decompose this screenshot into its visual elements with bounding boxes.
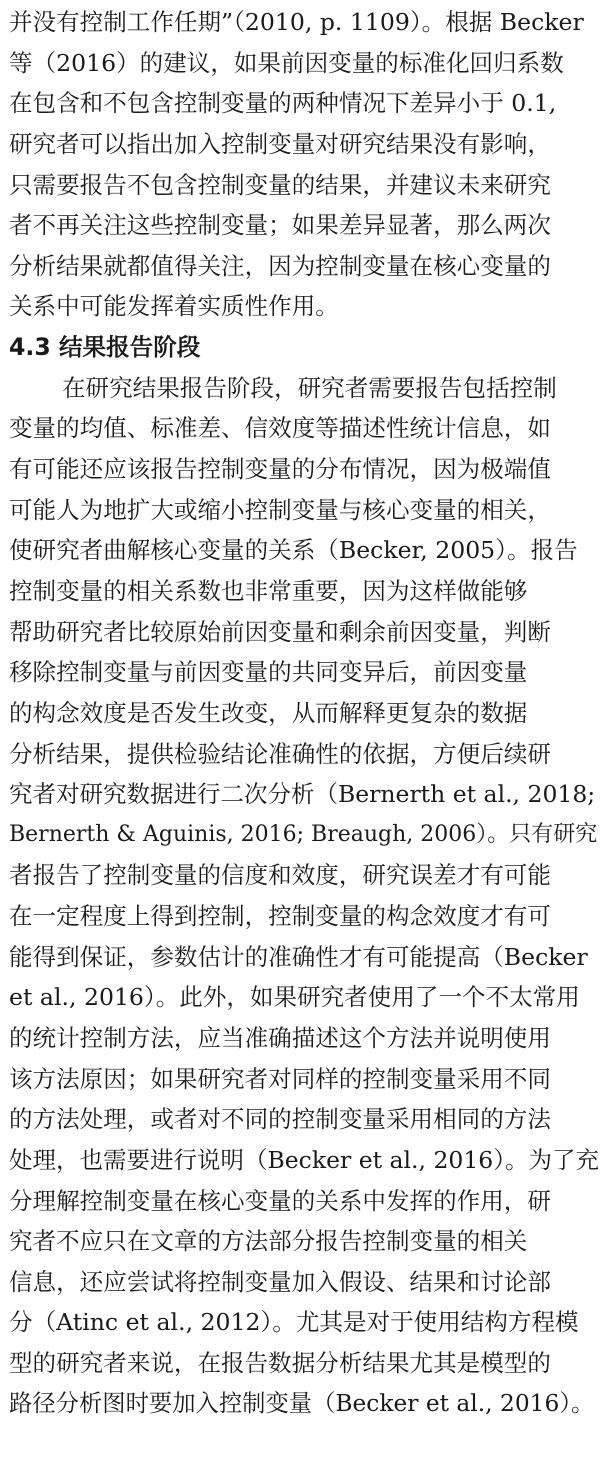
- body-line: 有可能还应该报告控制变量的分布情况，因为极端值: [9, 455, 551, 484]
- body-line: 关系中可能发挥着实质性作用。: [9, 292, 339, 321]
- body-line: 使研究者曲解核心变量的关系（Becker, 2005）。报告: [9, 536, 578, 565]
- body-line: 该方法原因；如果研究者对同样的控制变量采用不同: [9, 1064, 551, 1093]
- paragraph-first-line: 在研究结果报告阶段，研究者需要报告包括控制: [62, 373, 557, 402]
- body-line: 分析结果就都值得关注，因为控制变量在核心变量的: [9, 251, 551, 280]
- body-line: 研究者可以指出加入控制变量对研究结果没有影响，: [9, 129, 551, 158]
- body-line: 信息，还应尝试将控制变量加入假设、结果和讨论部: [9, 1267, 551, 1296]
- section-heading: 4.3 结果报告阶段: [9, 333, 201, 362]
- body-line: 路径分析图时要加入控制变量（Becker et al., 2016）。: [9, 1389, 595, 1417]
- body-line: 处理，也需要进行说明（Becker et al., 2016）。为了充: [9, 1145, 600, 1174]
- body-line: 移除控制变量与前因变量的共同变异后，前因变量: [9, 658, 528, 687]
- body-line: 究者不应只在文章的方法部分报告控制变量的相关: [9, 1227, 528, 1256]
- body-line: 者不再关注这些控制变量；如果差异显著，那么两次: [9, 211, 551, 240]
- body-line: 分（Atinc et al., 2012）。尤其是对于使用结构方程模: [9, 1308, 579, 1337]
- body-line: 变量的均值、标准差、信效度等描述性统计信息，如: [9, 414, 551, 443]
- body-line: 控制变量的相关系数也非常重要，因为这样做能够: [9, 576, 528, 605]
- body-line: 并没有控制工作任期”（2010, p. 1109）。根据 Becker: [9, 8, 584, 36]
- body-line: 的方法处理，或者对不同的控制变量采用相同的方法: [9, 1105, 551, 1134]
- body-line: et al., 2016）。此外，如果研究者使用了一个不太常用: [9, 983, 580, 1012]
- body-line: 在包含和不包含控制变量的两种情况下差异小于 0.1,: [9, 89, 557, 118]
- body-line: 者报告了控制变量的信度和效度，研究误差才有可能: [9, 861, 551, 890]
- body-line: 分理解控制变量在核心变量的关系中发挥的作用，研: [9, 1186, 551, 1215]
- body-line: 在一定程度上得到控制，控制变量的构念效度才有可: [9, 902, 551, 931]
- body-line: 分析结果，提供检验结论准确性的依据，方便后续研: [9, 739, 551, 768]
- body-line: Bernerth & Aguinis, 2016; Breaugh, 2006）。只有研究: [9, 821, 598, 847]
- body-line: 可能人为地扩大或缩小控制变量与核心变量的相关，: [9, 495, 551, 524]
- body-line: 帮助研究者比较原始前因变量和剩余前因变量，判断: [9, 617, 551, 646]
- body-line: 的统计控制方法，应当准确描述这个方法并说明使用: [9, 1024, 551, 1052]
- body-line: 型的研究者来说，在报告数据分析结果尤其是模型的: [9, 1349, 551, 1378]
- body-line: 能得到保证，参数估计的准确性才有可能提高（Becker: [9, 942, 588, 971]
- body-line: 等（2016）的建议，如果前因变量的标准化回归系数: [9, 48, 564, 77]
- body-line: 究者对研究数据进行二次分析（Bernerth et al., 2018;: [9, 780, 596, 809]
- body-line: 只需要报告不包含控制变量的结果，并建议未来研究: [9, 170, 551, 199]
- body-line: 的构念效度是否发生改变，从而解释更复杂的数据: [9, 698, 528, 727]
